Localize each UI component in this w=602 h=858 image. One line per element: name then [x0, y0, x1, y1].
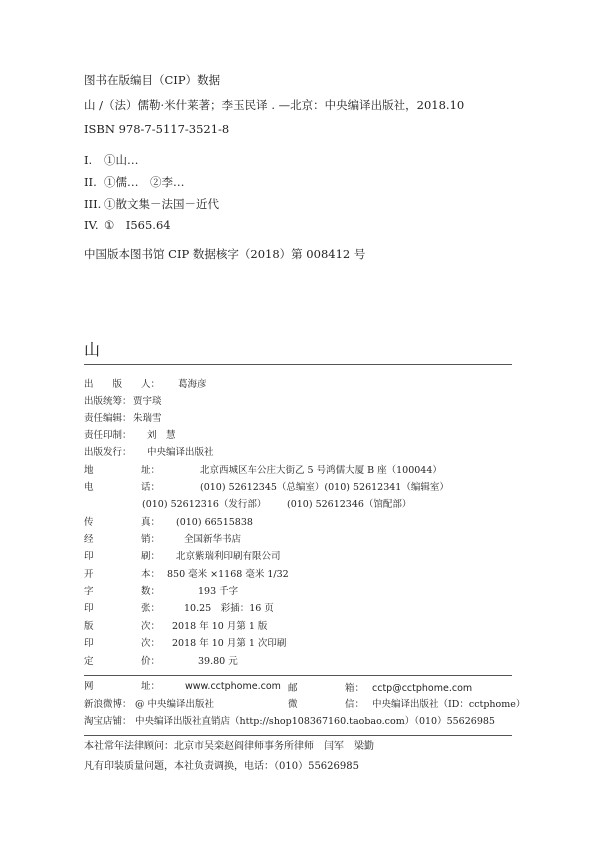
value-weibo: @ 中央编译出版社: [135, 699, 215, 710]
book-title: 山: [84, 340, 101, 359]
cip-verify-number: 中国版本图书馆 CIP 数据核字（2018）第 008412 号: [84, 247, 366, 261]
label-edition: 版 次：: [84, 621, 161, 632]
label-price: 定 价：: [84, 656, 161, 667]
divider: [84, 735, 512, 736]
value-impression: 2018 年 10 月第 1 次印刷: [172, 638, 287, 649]
divider: [84, 675, 512, 676]
label-print-manager: 责任印制：: [84, 430, 132, 441]
value-website[interactable]: www.cctphome.com: [185, 681, 281, 692]
cip-item-num: I.: [84, 153, 93, 167]
label-fax: 传 真：: [84, 517, 161, 528]
cip-isbn: ISBN 978-7-5117-3521-8: [84, 122, 230, 136]
value-editor: 朱瑞雪: [133, 413, 162, 424]
cip-item-num: IV.: [84, 218, 99, 232]
label-website: 网 址：: [84, 681, 161, 692]
value-wechat: 中央编译出版社（ID：cctphome）: [372, 699, 526, 710]
label-weibo: 新浪微博：: [84, 699, 132, 710]
label-phone: 电 话：: [84, 482, 161, 493]
cip-item-num: II.: [84, 175, 97, 189]
value-phone-distribution: (010) 52612316（发行部）: [142, 499, 267, 510]
value-phone: (010) 52612345（总编室）(010) 52612341（编辑室）: [200, 482, 449, 493]
value-publisher: 葛海彦: [178, 379, 207, 390]
label-distributor: 出版发行：: [84, 447, 132, 458]
cip-heading: 图书在版编目（CIP）数据: [84, 73, 221, 87]
value-coordinator: 贾宇琰: [133, 396, 162, 407]
label-publisher: 出 版 人：: [84, 379, 161, 390]
label-sheets: 印 张：: [84, 603, 161, 614]
quality-notice: 凡有印装质量问题，本社负责调换，电话：（010）55626985: [84, 761, 359, 772]
cip-record: 山 /（法）儒勒·米什莱著；李玉民译 . —北京：中央编译出版社，2018.10: [84, 98, 465, 112]
label-words: 字 数：: [84, 586, 161, 597]
value-taobao[interactable]: 中央编译出版社直销店（http://shop108367160.taobao.com）（010）55626985: [135, 716, 495, 727]
label-format: 开 本：: [84, 569, 161, 580]
cip-item-text: ①山…: [104, 153, 139, 167]
cip-item-text: ①儒… ②李…: [104, 175, 185, 189]
value-address: 北京西城区车公庄大街乙 5 号鸿儒大厦 B 座（100044）: [200, 465, 442, 476]
label-taobao: 淘宝店铺：: [84, 716, 132, 727]
value-print-manager: 刘 慧: [147, 430, 176, 441]
value-words: 193 千字: [198, 586, 239, 597]
label-printer: 印 刷：: [84, 551, 161, 562]
value-printer: 北京紫瑞利印刷有限公司: [176, 551, 281, 562]
value-phone-library: (010) 52612346（馆配部）: [287, 499, 412, 510]
label-wechat: 微 信：: [288, 699, 365, 710]
cip-item-text: ①散文集－法国－近代: [104, 197, 219, 211]
label-address: 地 址：: [84, 465, 161, 476]
value-price: 39.80 元: [198, 656, 238, 667]
label-coordinator: 出版统筹：: [84, 396, 132, 407]
cip-item-text: ① I565.64: [104, 218, 171, 232]
value-fax: (010) 66515838: [176, 517, 253, 528]
label-seller: 经 销：: [84, 534, 161, 545]
value-seller: 全国新华书店: [184, 534, 242, 545]
value-distributor: 中央编译出版社: [147, 447, 214, 458]
value-format: 850 毫米 ×1168 毫米 1/32: [167, 569, 289, 580]
value-sheets: 10.25 彩插：16 页: [184, 603, 274, 614]
legal-advisor: 本社常年法律顾问：北京市吴栾赵阎律师事务所律师 闫军 梁勤: [84, 741, 374, 752]
value-email[interactable]: cctp@cctphome.com: [372, 683, 473, 694]
divider: [84, 364, 512, 365]
label-impression: 印 次：: [84, 638, 161, 649]
label-editor: 责任编辑：: [84, 413, 132, 424]
label-email: 邮 箱：: [288, 683, 365, 694]
cip-item-num: III.: [84, 197, 102, 211]
value-edition: 2018 年 10 月第 1 版: [172, 621, 268, 632]
